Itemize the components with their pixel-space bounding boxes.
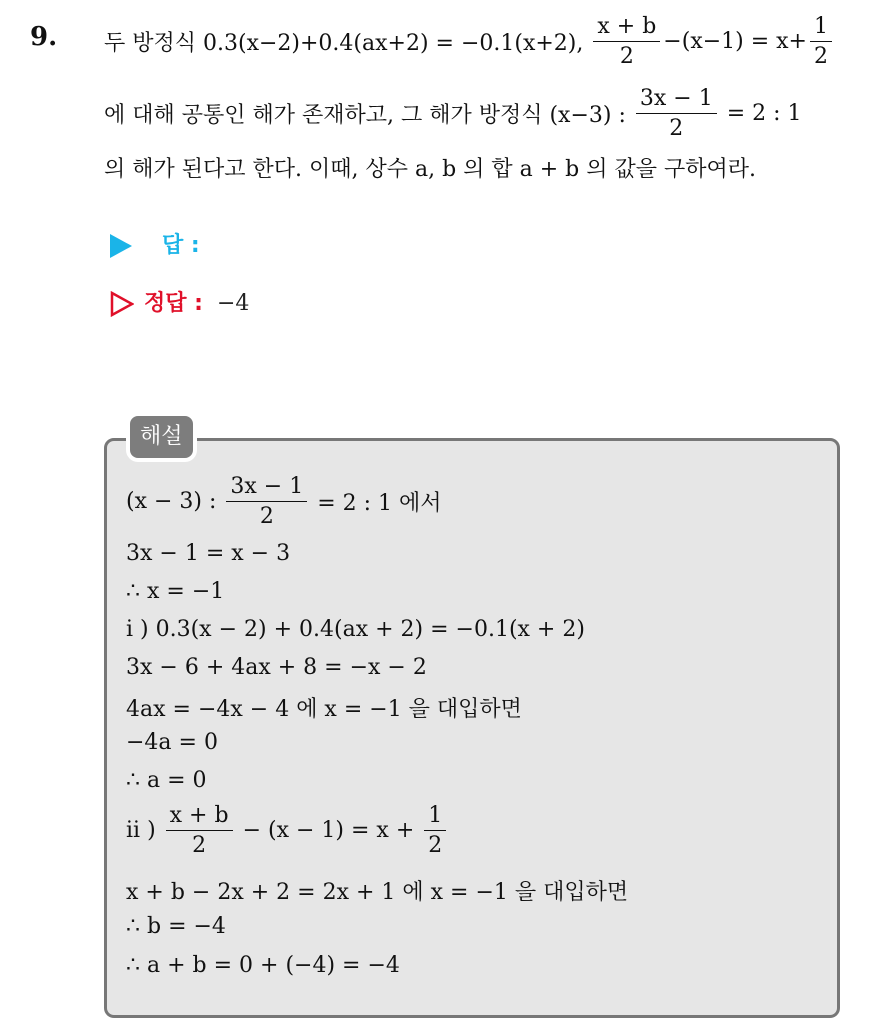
solution-line: ∴ a + b = 0 + (−4) = −4: [126, 953, 400, 978]
problem-line-1: [104, 14, 835, 70]
solution-line: 3x − 6 + 4ax + 8 = −x − 2: [126, 655, 427, 680]
answer-input-row[interactable]: [110, 228, 200, 259]
solution-line: x + b − 2x + 2 = 2x + 1 에 x = −1 을 대입하면: [126, 880, 629, 905]
solution-text: (x − 3) :: [126, 489, 217, 515]
solution-line: ∴ x = −1: [126, 579, 225, 604]
problem-line-3: 의 해가 된다고 한다. 이때, 상수 a, b 의 합 a + b 의 값을 구하여라.: [104, 157, 756, 182]
correct-answer-row: [110, 286, 249, 317]
solution-line: ∴ a = 0: [126, 768, 207, 793]
problem-text: 에 대해 공통인 해가 존재하고, 그 해가 방정식 (x−3) :: [104, 103, 626, 129]
problem-text: = 2 : 1: [726, 101, 802, 127]
solution-text: ii ): [126, 818, 156, 844]
fraction-denominator: 2: [814, 44, 828, 70]
fraction: [166, 803, 233, 859]
fraction: [424, 803, 446, 859]
question-number: 9.: [30, 22, 58, 52]
correct-answer-value: −4: [216, 291, 250, 316]
fraction-numerator: 3x − 1: [226, 474, 307, 502]
outline-triangle-icon: [110, 291, 134, 317]
answer-label: 답 :: [162, 233, 200, 258]
fraction-denominator: 2: [192, 833, 207, 859]
solution-text: − (x − 1) = x +: [242, 818, 415, 844]
fraction-numerator: 1: [424, 803, 446, 831]
problem-text: 두 방정식 0.3(x−2)+0.4(ax+2) = −0.1(x+2),: [104, 31, 584, 57]
fraction: [593, 14, 660, 70]
fraction-denominator: 2: [259, 504, 274, 530]
solution-tab: 해설: [130, 416, 193, 458]
fraction: [810, 14, 832, 70]
solution-line: [126, 803, 449, 859]
fraction-denominator: 2: [619, 44, 634, 70]
solution-line: 3x − 1 = x − 3: [126, 541, 291, 566]
fraction-numerator: 3x − 1: [636, 86, 717, 114]
fraction: [636, 86, 717, 142]
solution-line: 4ax = −4x − 4 에 x = −1 을 대입하면: [126, 697, 522, 722]
fraction-denominator: 2: [428, 833, 443, 859]
play-triangle-icon: [110, 234, 132, 258]
fraction-numerator: x + b: [593, 14, 660, 42]
correct-answer-label: 정답 :: [144, 291, 203, 316]
solution-line: −4a = 0: [126, 730, 218, 755]
solution-text: = 2 : 1 에서: [317, 491, 442, 517]
fraction: [226, 474, 307, 530]
fraction-numerator: 1: [810, 14, 832, 42]
solution-line: ∴ b = −4: [126, 914, 226, 939]
fraction-denominator: 2: [669, 116, 684, 142]
fraction-numerator: x + b: [166, 803, 233, 831]
solution-line: i ) 0.3(x − 2) + 0.4(ax + 2) = −0.1(x + 2): [126, 617, 585, 642]
solution-line: [126, 474, 442, 530]
problem-line-2: [104, 86, 802, 142]
problem-text: −(x−1) = x+: [663, 29, 807, 55]
